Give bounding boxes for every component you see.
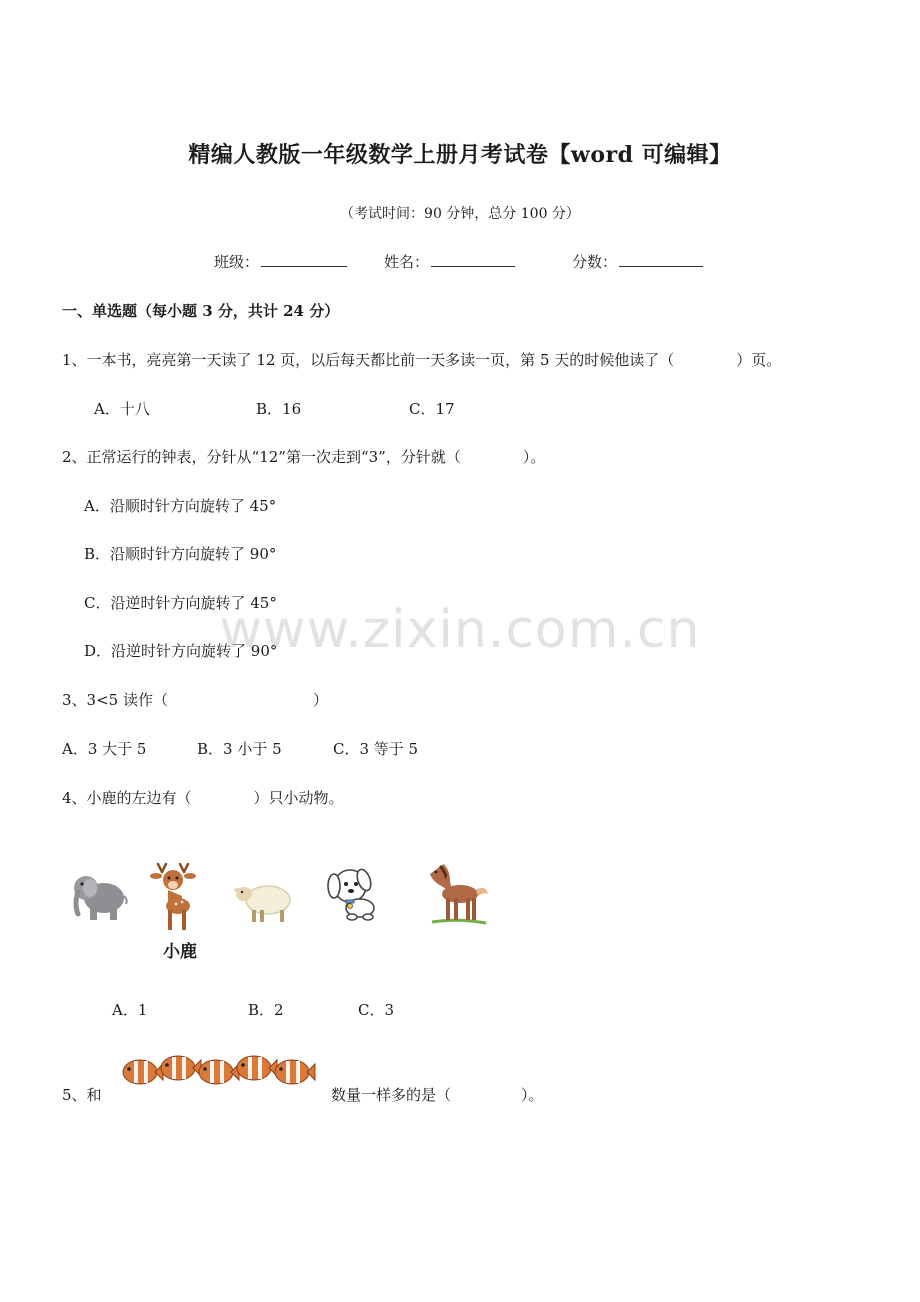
deer-icon — [148, 862, 200, 936]
fish-icon — [199, 1060, 239, 1084]
name-field[interactable] — [384, 251, 515, 272]
horse-icon — [424, 860, 492, 930]
option-1b[interactable]: B．16 — [256, 400, 302, 418]
question-5-prefix: 5、和 — [62, 1086, 102, 1104]
class-field[interactable] — [214, 251, 347, 272]
question-5 — [331, 1084, 544, 1105]
elephant-icon — [70, 866, 130, 924]
fish-icon — [161, 1056, 201, 1080]
question-3 — [62, 689, 328, 710]
question-1 — [62, 349, 781, 370]
question-2-stem: 2、正常运行的钟表，分针从“12”第一次走到“3”，分针就（ — [62, 448, 461, 466]
option-2d[interactable]: D．沿逆时针方向旋转了 90° — [84, 642, 278, 660]
class-blank[interactable] — [261, 252, 347, 267]
question-2-stem-end: ）。 — [522, 448, 546, 466]
question-3-stem: 3、3<5 读作（ — [62, 691, 168, 709]
question-4 — [62, 787, 344, 808]
class-label: 班级： — [214, 253, 260, 271]
option-3a[interactable]: A．3 大于 5 — [62, 740, 147, 758]
sheep-icon — [232, 876, 294, 926]
deer-label: 小鹿 — [163, 942, 197, 962]
option-4b[interactable]: B．2 — [248, 1001, 284, 1019]
question-1-stem: 1、一本书，亮亮第一天读了 12 页，以后每天都比前一天多读一页，第 5 天的时候他读了（ — [62, 351, 675, 369]
score-field[interactable] — [572, 251, 703, 272]
name-label: 姓名： — [384, 253, 430, 271]
option-2c[interactable]: C．沿逆时针方向旋转了 45° — [84, 594, 277, 612]
option-1c[interactable]: C．17 — [409, 400, 455, 418]
option-4c[interactable]: C．3 — [358, 1001, 395, 1019]
option-2b[interactable]: B．沿顺时针方向旋转了 90° — [84, 545, 277, 563]
question-5-stem-end: ）。 — [521, 1086, 544, 1104]
option-3c[interactable]: C．3 等于 5 — [333, 740, 419, 758]
question-2 — [62, 446, 545, 467]
option-3b[interactable]: B．3 小于 5 — [197, 740, 282, 758]
question-4-stem-end: ）只小动物。 — [253, 789, 344, 807]
fish-group-figure — [120, 1050, 316, 1092]
question-1-stem-end: ）页。 — [736, 351, 782, 369]
fish-icon — [275, 1060, 315, 1084]
score-blank[interactable] — [619, 252, 703, 267]
question-3-stem-end: ） — [312, 691, 328, 709]
question-5-stem: 数量一样多的是（ — [331, 1086, 452, 1104]
watermark: www.zixin.com.cn — [219, 600, 701, 660]
page-title: 精编人教版一年级数学上册月考试卷【word 可编辑】 — [188, 142, 732, 168]
option-4a[interactable]: A．1 — [112, 1001, 148, 1019]
name-blank[interactable] — [431, 252, 515, 267]
section-heading: 一、单选题（每小题 3 分，共计 24 分） — [62, 302, 340, 320]
fish-icon — [237, 1056, 277, 1080]
option-2a[interactable]: A．沿顺时针方向旋转了 45° — [84, 497, 277, 515]
question-4-stem: 4、小鹿的左边有（ — [62, 789, 192, 807]
fish-icon — [123, 1060, 163, 1084]
exam-meta: （考试时间：90 分钟，总分 100 分） — [340, 206, 580, 222]
option-1a[interactable]: A．十八 — [94, 400, 150, 418]
puppy-icon — [324, 864, 384, 922]
score-label: 分数： — [572, 253, 618, 271]
